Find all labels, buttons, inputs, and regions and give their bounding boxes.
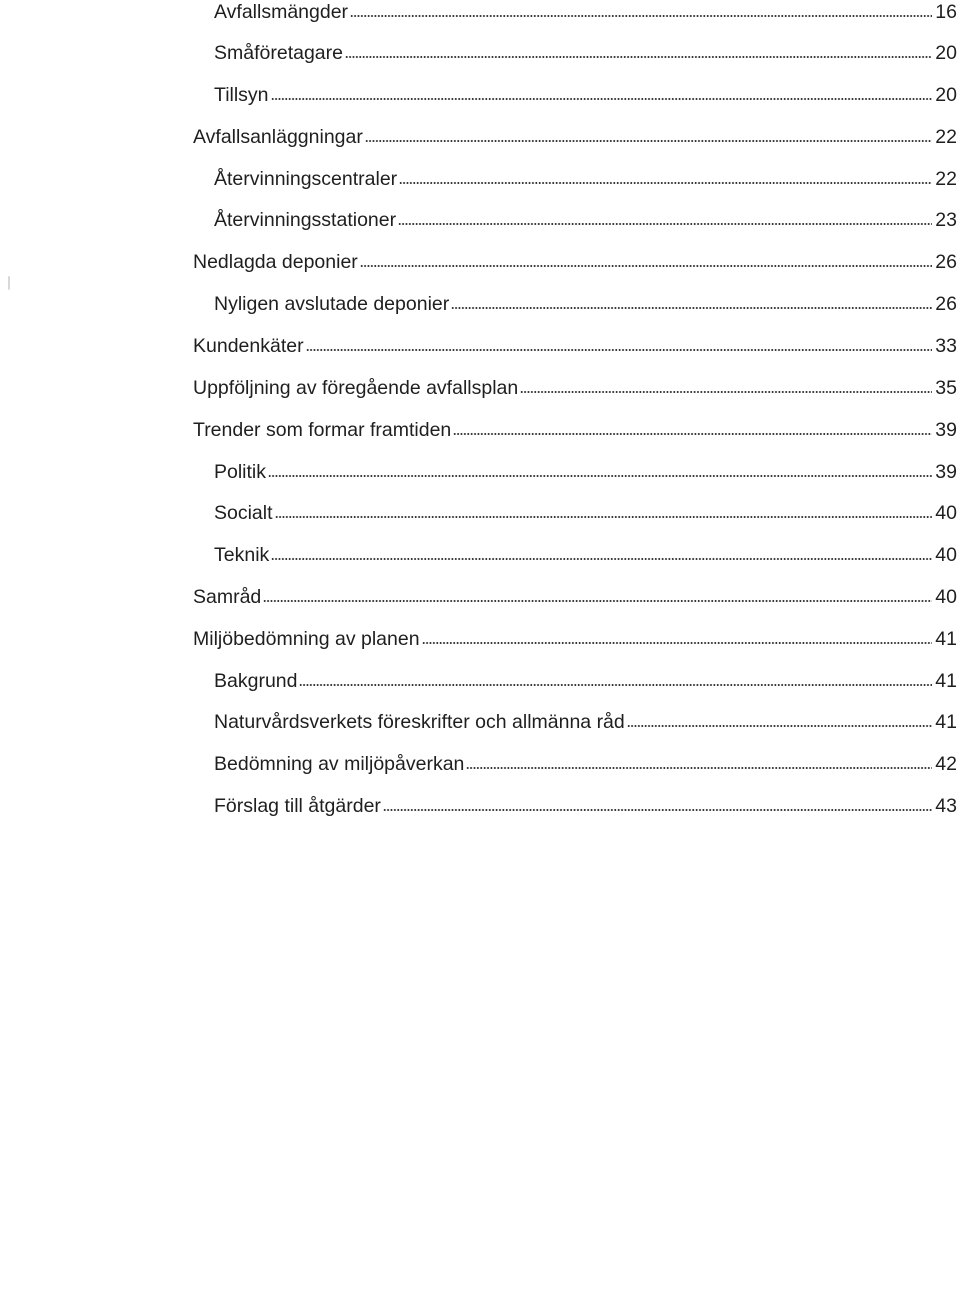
toc-entry-title: Kundenkäter — [193, 335, 304, 357]
toc-dot-leader — [398, 221, 932, 227]
toc-entry-title: Teknik — [214, 544, 270, 566]
toc-entry-page: 26 — [935, 251, 957, 273]
toc-entry-page: 20 — [935, 84, 957, 106]
toc-dot-leader — [268, 473, 932, 479]
toc-entry-title: Avfallsmängder — [214, 1, 349, 23]
toc-entry[interactable] — [214, 460, 957, 484]
toc-entry-page: 35 — [935, 377, 957, 399]
toc-entry[interactable] — [193, 125, 957, 149]
toc-entry-page: 42 — [935, 753, 957, 775]
toc-entry[interactable] — [214, 83, 957, 107]
toc-entry[interactable] — [193, 585, 957, 609]
toc-entry-title: Bedömning av miljöpåverkan — [214, 753, 465, 775]
toc-entry-page: 26 — [935, 293, 957, 315]
toc-dot-leader — [453, 431, 932, 437]
toc-entry-page: 39 — [935, 461, 957, 483]
toc-entry-page: 23 — [935, 209, 957, 231]
toc-dot-leader — [365, 138, 932, 144]
scan-speck — [8, 276, 10, 290]
toc-entry-title: Småföretagare — [214, 42, 343, 64]
toc-entry-page: 22 — [935, 126, 957, 148]
toc-entry-page: 40 — [935, 544, 957, 566]
toc-entry-title: Förslag till åtgärder — [214, 795, 381, 817]
toc-entry-title: Naturvårdsverkets föreskrifter och allmänna råd — [214, 711, 625, 733]
toc-dot-leader — [275, 514, 932, 520]
toc-dot-leader — [451, 305, 932, 311]
toc-entry-page: 43 — [935, 795, 957, 817]
toc-entry[interactable] — [214, 41, 957, 65]
toc-entry-page: 20 — [935, 42, 957, 64]
toc-entry-title: Avfallsanläggningar — [193, 126, 363, 148]
toc-entry-title: Samråd — [193, 586, 262, 608]
toc-entry-page: 41 — [935, 670, 957, 692]
toc-dot-leader — [399, 180, 932, 186]
toc-entry-page: 41 — [935, 628, 957, 650]
toc-entry-page: 22 — [935, 168, 957, 190]
toc-entry-page: 40 — [935, 502, 957, 524]
toc-entry-title: Uppföljning av föregående avfallsplan — [193, 377, 519, 399]
toc-dot-leader — [299, 682, 932, 688]
toc-entry[interactable] — [214, 794, 957, 818]
toc-entry-page: 41 — [935, 711, 957, 733]
toc-dot-leader — [627, 723, 932, 729]
toc-entry-title: Återvinningscentraler — [214, 168, 398, 190]
toc-dot-leader — [466, 765, 932, 771]
toc-entry[interactable] — [193, 627, 957, 651]
toc-entry[interactable] — [193, 250, 957, 274]
toc-dot-leader — [422, 640, 932, 646]
toc-dot-leader — [360, 263, 932, 269]
toc-entry-title: Tillsyn — [214, 84, 269, 106]
toc-entry[interactable] — [214, 669, 957, 693]
toc-dot-leader — [271, 556, 932, 562]
toc-dot-leader — [271, 96, 932, 102]
toc-dot-leader — [345, 54, 932, 60]
toc-entry[interactable] — [214, 710, 957, 734]
toc-entry[interactable] — [193, 334, 957, 358]
toc-entry-page: 33 — [935, 335, 957, 357]
toc-entry[interactable] — [214, 0, 957, 24]
toc-dot-leader — [263, 598, 932, 604]
toc-entry[interactable] — [193, 376, 957, 400]
toc-entry-title: Miljöbedömning av planen — [193, 628, 420, 650]
toc-entry-page: 16 — [935, 1, 957, 23]
toc-entry[interactable] — [193, 418, 957, 442]
toc-entry-page: 40 — [935, 586, 957, 608]
toc-dot-leader — [306, 347, 932, 353]
toc-entry[interactable] — [214, 501, 957, 525]
toc-entry-title: Bakgrund — [214, 670, 298, 692]
toc-entry[interactable] — [214, 208, 957, 232]
toc-entry-title: Nedlagda deponier — [193, 251, 358, 273]
toc-dot-leader — [350, 13, 932, 19]
toc-entry[interactable] — [214, 543, 957, 567]
toc-entry[interactable] — [214, 292, 957, 316]
toc-entry[interactable] — [214, 167, 957, 191]
toc-entry-title: Politik — [214, 461, 267, 483]
toc-entry-title: Återvinningsstationer — [214, 209, 397, 231]
toc-entry[interactable] — [214, 752, 957, 776]
toc-dot-leader — [383, 807, 932, 813]
toc-entry-page: 39 — [935, 419, 957, 441]
toc-entry-title: Trender som formar framtiden — [193, 419, 452, 441]
toc-entry-title: Nyligen avslutade deponier — [214, 293, 450, 315]
toc-entry-title: Socialt — [214, 502, 273, 524]
toc-dot-leader — [520, 389, 932, 395]
